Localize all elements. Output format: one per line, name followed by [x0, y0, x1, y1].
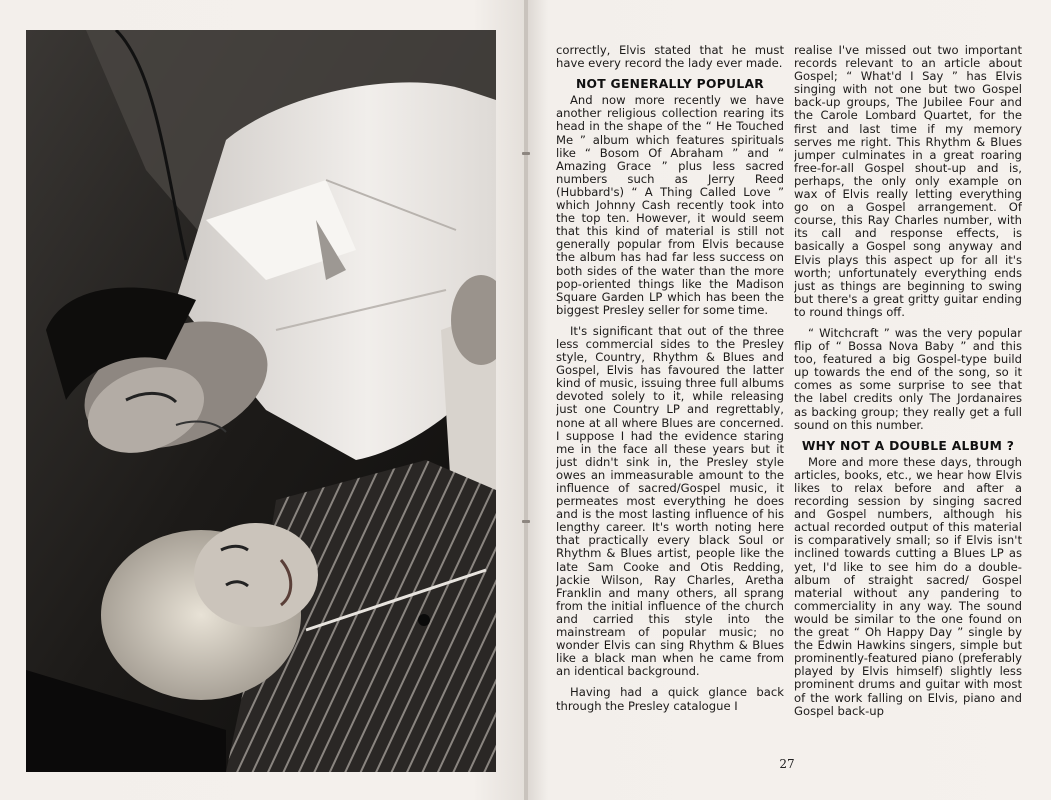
paragraph: realise I've missed out two important records relevant to an article about Gospel; “ What'd I Say ” has Elvis singing with not one but two Gospel back-up groups, The Jubilee Four and the Carole Lombard Quartet, for the first and last time if my memory serves me right. This Rhythm & Blues jumper culminates in a great roaring free-for-all Gospel shout-up and is, perhaps, the only only example on wax of Elvis really letting everything go on a Gospel arrangement. Of course, this Ray Charles number, with its call and response effects, is basically a Gospel song anyway and Elvis plays this aspect up for all it's worth; unfortunately everything ends just as things are beginning to swing but there's a great gritty guitar ending to round things off.	[794, 44, 1022, 319]
paragraph: More and more these days, through articles, books, etc., we hear how Elvis likes to relax before and after a recording session by singing sacred and Gospel numbers, although his actual recorded output of this material is comparatively small; so if Elvis isn't inclined towards cutting a Blues LP as yet, I'd like to see him do a double-album of straight sacred/ Gospel material without any pandering to commerciality in any way. The sound would be similar to the one found on the great “ Oh Happy Day ” single by the Edwin Hawkins singers, simple but prominently-featured piano (preferably played by Elvis himself) slightly less prominent drums and guitar with most of the work falling on Elvis, piano and Gospel back-up	[794, 454, 1022, 718]
section-heading: WHY NOT A DOUBLE ALBUM ?	[801, 438, 1015, 453]
page-number: 27	[779, 757, 795, 771]
paragraph: “ Witchcraft ” was the very popular flip of “ Bossa Nova Baby ” and this too, featured a big Gospel-type build up towards the end of the song, so it comes as some surprise to see that the label credits only The Jordanaires as backing group; they really get a full sound on this number.	[794, 325, 1022, 432]
paragraph: It's significant that out of the three less commercial sides to the Presley style, Country, Rhythm & Blues and Gospel, Elvis has favoured the latter kind of music, issuing three full albums devoted solely to it, while releasing just one Country LP and regrettably, none at all where Blues are concerned. I suppose I had the evidence staring me in the face all these years but it just didn't sink in, the Presley style owes an immeasurable amount to the influence of sacred/Gospel music, it permeates most everything he does and is the most lasting influence of his lengthy career. It's worth noting here that practically every black Soul or Rhythm & Blues artist, people like the late Sam Cooke and Otis Redding, Jackie Wilson, Ray Charles, Aretha Franklin and many others, all sprang from the initial influence of the church and carried this style into the mainstream of popular music; no wonder Elvis can sing Rhythm & Blues like a black man when he came from an identical background.	[556, 323, 784, 679]
section-heading: NOT GENERALLY POPULAR	[575, 77, 765, 92]
photograph	[26, 30, 496, 772]
staple	[522, 520, 530, 523]
article-column-right	[794, 44, 1022, 760]
page-gutter	[524, 0, 528, 800]
photo-icon	[26, 30, 496, 772]
staple	[522, 152, 530, 155]
paragraph: And now more recently we have another religious collection rearing its head in the shape of the “ He Touched Me ” album which features spirituals like “ Bosom Of Abraham ” and “ Amazing Grace ” plus less sacred numbers such as Jerry Reed (Hubbard's) “ A Thing Called Love ” which Johnny Cash recently took into the top ten. However, it would seem that this kind of material is still not generally popular from Elvis because the album has had far less success on both sides of the water than the more pop-oriented things like the Madison Square Garden LP which has been the biggest Presley seller for some time.	[556, 93, 784, 317]
paragraph: correctly, Elvis stated that he must have every record the lady ever made.	[556, 44, 784, 71]
article-column-left	[556, 44, 784, 760]
paragraph: Having had a quick glance back through the Presley catalogue I	[556, 685, 784, 713]
